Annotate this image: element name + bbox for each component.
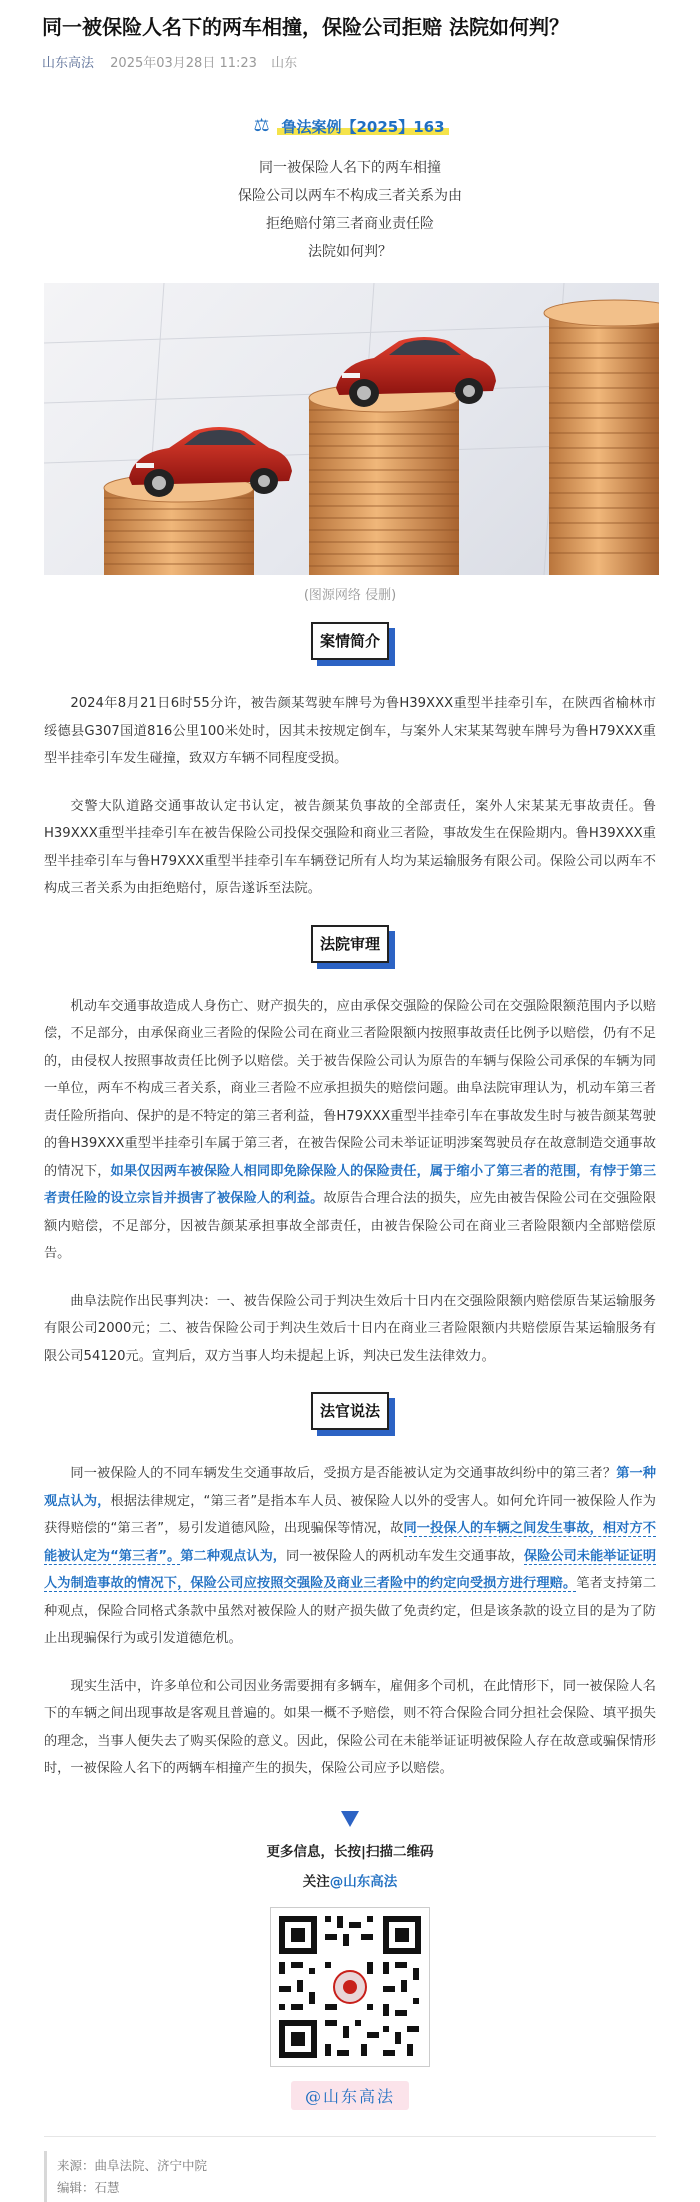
footer-credits bbox=[44, 2151, 656, 2202]
image-caption: (图源网络 侵删) bbox=[303, 588, 397, 603]
intro-block bbox=[0, 154, 700, 266]
judge-view-paragraph bbox=[0, 1460, 700, 1653]
qr-code-icon bbox=[271, 1908, 429, 2066]
section-heading-label: 法院审理 bbox=[311, 925, 389, 963]
account-link[interactable]: @山东高法 bbox=[329, 1873, 398, 1890]
case-tag bbox=[251, 116, 448, 137]
coin-stack-small bbox=[104, 474, 254, 575]
coin-stack-medium bbox=[309, 384, 459, 575]
scales-of-justice-icon: ⚖ bbox=[253, 115, 270, 136]
scan-qr-instruction: 更多信息，长按|扫描二维码 bbox=[266, 1843, 434, 1860]
court-trial-paragraph bbox=[0, 993, 700, 1268]
case-tag-row bbox=[0, 116, 700, 142]
case-summary-paragraph: 2024年8月21日6时55分许，被告颜某驾驶车牌号为鲁H39XXX重型半挂牵引车，在陕西省榆林市绥德县G307国道816公里100米处时，因其未按规定倒车，与案外人宋某某驾驶车牌号为鲁H79XXX重型半挂牵引车发生碰撞，致双方车辆不同程度受损。 bbox=[44, 696, 656, 766]
follow-prompt bbox=[0, 1837, 700, 1897]
judge-view-paragraph: 现实生活中，许多单位和公司因业务需要拥有多辆车，雇佣多个司机，在此情形下，同一被保险人名下的车辆之间出现事故是客观且普遍的。如果一概不予赔偿，则不符合保险合同分担社会保险、填平损失的理念，当事人便失去了购买保险的意义。因此，保险公司在未能举证证明被保险人存在故意或骗保情形时，一被保险人名下的两辆车相撞产生的损失，保险公司应予以赔偿。 bbox=[44, 1678, 656, 1776]
cars-coins-illustration bbox=[44, 283, 659, 575]
section-heading-case-summary bbox=[0, 622, 700, 670]
highlighted-text: 保险公司未能举证证明人为制造事故的情况下，保险公司应按照交强险及商业三者险中的约定向受损方进行理赔。 bbox=[44, 1548, 657, 1591]
article-meta bbox=[0, 42, 700, 70]
down-arrow-icon bbox=[0, 1807, 700, 1837]
qr-code[interactable] bbox=[270, 1907, 430, 2067]
text-run: 同一被保险人的不同车辆发生交通事故后，受损方是否能被认定为交通事故纠纷中的第三者？ bbox=[70, 1466, 617, 1481]
section-heading-court-trial bbox=[0, 925, 700, 973]
case-summary-paragraph: 交警大队道路交通事故认定书认定，被告颜某负事故的全部责任，案外人宋某某无事故责任。鲁H39XXX重型半挂牵引车在被告保险公司投保交强险和商业三者险，事故发生在保险期内。鲁H39XXX重型半挂牵引车与鲁H79XXX重型半挂牵引车车辆登记所有人均为某运输服务有限公司。保险公司以两车不构成三者关系为由拒绝赔付，原告遂诉至法院。 bbox=[44, 798, 656, 896]
editor-credit: 编辑：石慧 bbox=[57, 2179, 120, 2195]
text-run: 同一被保险人的两机动车发生交通事故， bbox=[286, 1548, 524, 1564]
highlighted-text: 第一种观点认为， bbox=[44, 1466, 656, 1509]
intro-line: 同一被保险人名下的两车相撞 bbox=[259, 160, 441, 176]
highlighted-text: 如果仅因两车被保险人相同即免除保险人的保险责任，属于缩小了第三者的范围，有悖于第三者责任险的设立宗旨并损害了被保险人的利益。 bbox=[44, 1163, 657, 1206]
text-run: 笔者支持第二种观点，保险合同格式条款中虽然对被保险人的财产损失做了免责约定，但是该条款的设立目的是为了防止出现骗保行为或引发道德危机。 bbox=[44, 1576, 657, 1646]
author-link[interactable]: 山东高法 bbox=[42, 56, 95, 71]
signature-stamp-row bbox=[0, 2081, 700, 2110]
divider bbox=[44, 2136, 656, 2137]
text-run: 机动车交通事故造成人身伤亡、财产损失的，应由承保交强险的保险公司在交强险限额范围内予以赔偿，不足部分，由承保商业三者险的保险公司在商业三者险限额内按照事故责任比例予以赔偿，仍有不足的，由侵权人按照事故责任比例予以赔偿。关于被告保险公司认为原告的车辆与保险公司承保的车辆为同一单位，两车不构成三者关系，商业三者险不应承担损失的赔偿问题。曲阜法院审理认为，机动车第三者责任险所指向、保护的是不特定的第三者利益，鲁H79XXX重型半挂牵引车在事故发生时与被告颜某驾驶的鲁H39XXX重型半挂牵引车属于第三者，在被告保险公司未举证证明涉案驾驶员存在故意制造交通事故的情况下， bbox=[44, 998, 656, 1179]
follow-account-line bbox=[0, 1867, 700, 1897]
court-judgment-paragraph: 曲阜法院作出民事判决：一、被告保险公司于判决生效后十日内在交强险限额内赔偿原告某运输服务有限公司2000元；二、被告保险公司于判决生效后十日内在商业三者险限额内共赔偿原告某运输服务有限公司54120元。宣判后，双方当事人均未提起上诉，判决已发生法律效力。 bbox=[44, 1293, 656, 1364]
coin-stack-tall bbox=[544, 300, 659, 575]
publish-datetime: 2025年03月28日 11:23 bbox=[110, 56, 257, 71]
intro-line: 法院如何判？ bbox=[308, 244, 392, 260]
account-signature-stamp: @山东高法 bbox=[291, 2081, 409, 2110]
section-heading-judge-view bbox=[0, 1392, 700, 1440]
intro-line: 拒绝赔付第三者商业责任险 bbox=[266, 216, 434, 232]
intro-line: 保险公司以两车不构成三者关系为由 bbox=[238, 188, 462, 204]
highlighted-text: 同一投保人的车辆之间发生事故，相对方不能被认定为“第三者”。 bbox=[44, 1521, 656, 1564]
case-tag-text: 鲁法案例【2025】163 bbox=[281, 118, 445, 136]
section-heading-label: 案情简介 bbox=[311, 622, 389, 660]
highlighted-text: 第二种观点认为， bbox=[180, 1548, 287, 1564]
section-heading-label: 法官说法 bbox=[311, 1392, 389, 1430]
hero-image-cars-on-coins bbox=[44, 283, 659, 575]
publish-location: 山东 bbox=[271, 56, 298, 71]
text-run: 故原告合理合法的损失，应先由被告保险公司在交强险限额内赔偿，不足部分，因被告颜某承担事故全部责任，由被告保险公司在商业三者险限额内全部赔偿原告。 bbox=[44, 1191, 657, 1261]
follow-prefix: 关注 bbox=[302, 1873, 330, 1890]
article-title: 同一被保险人名下的两车相撞，保险公司拒赔 法院如何判？ bbox=[42, 15, 569, 39]
text-run: 根据法律规定，“第三者”是指本车人员、被保险人以外的受害人。如何允许同一被保险人作为获得赔偿的“第三者”，易引发道德风险，出现骗保等情况，故 bbox=[44, 1493, 656, 1536]
source-credit: 来源：曲阜法院、济宁中院 bbox=[57, 2157, 208, 2173]
